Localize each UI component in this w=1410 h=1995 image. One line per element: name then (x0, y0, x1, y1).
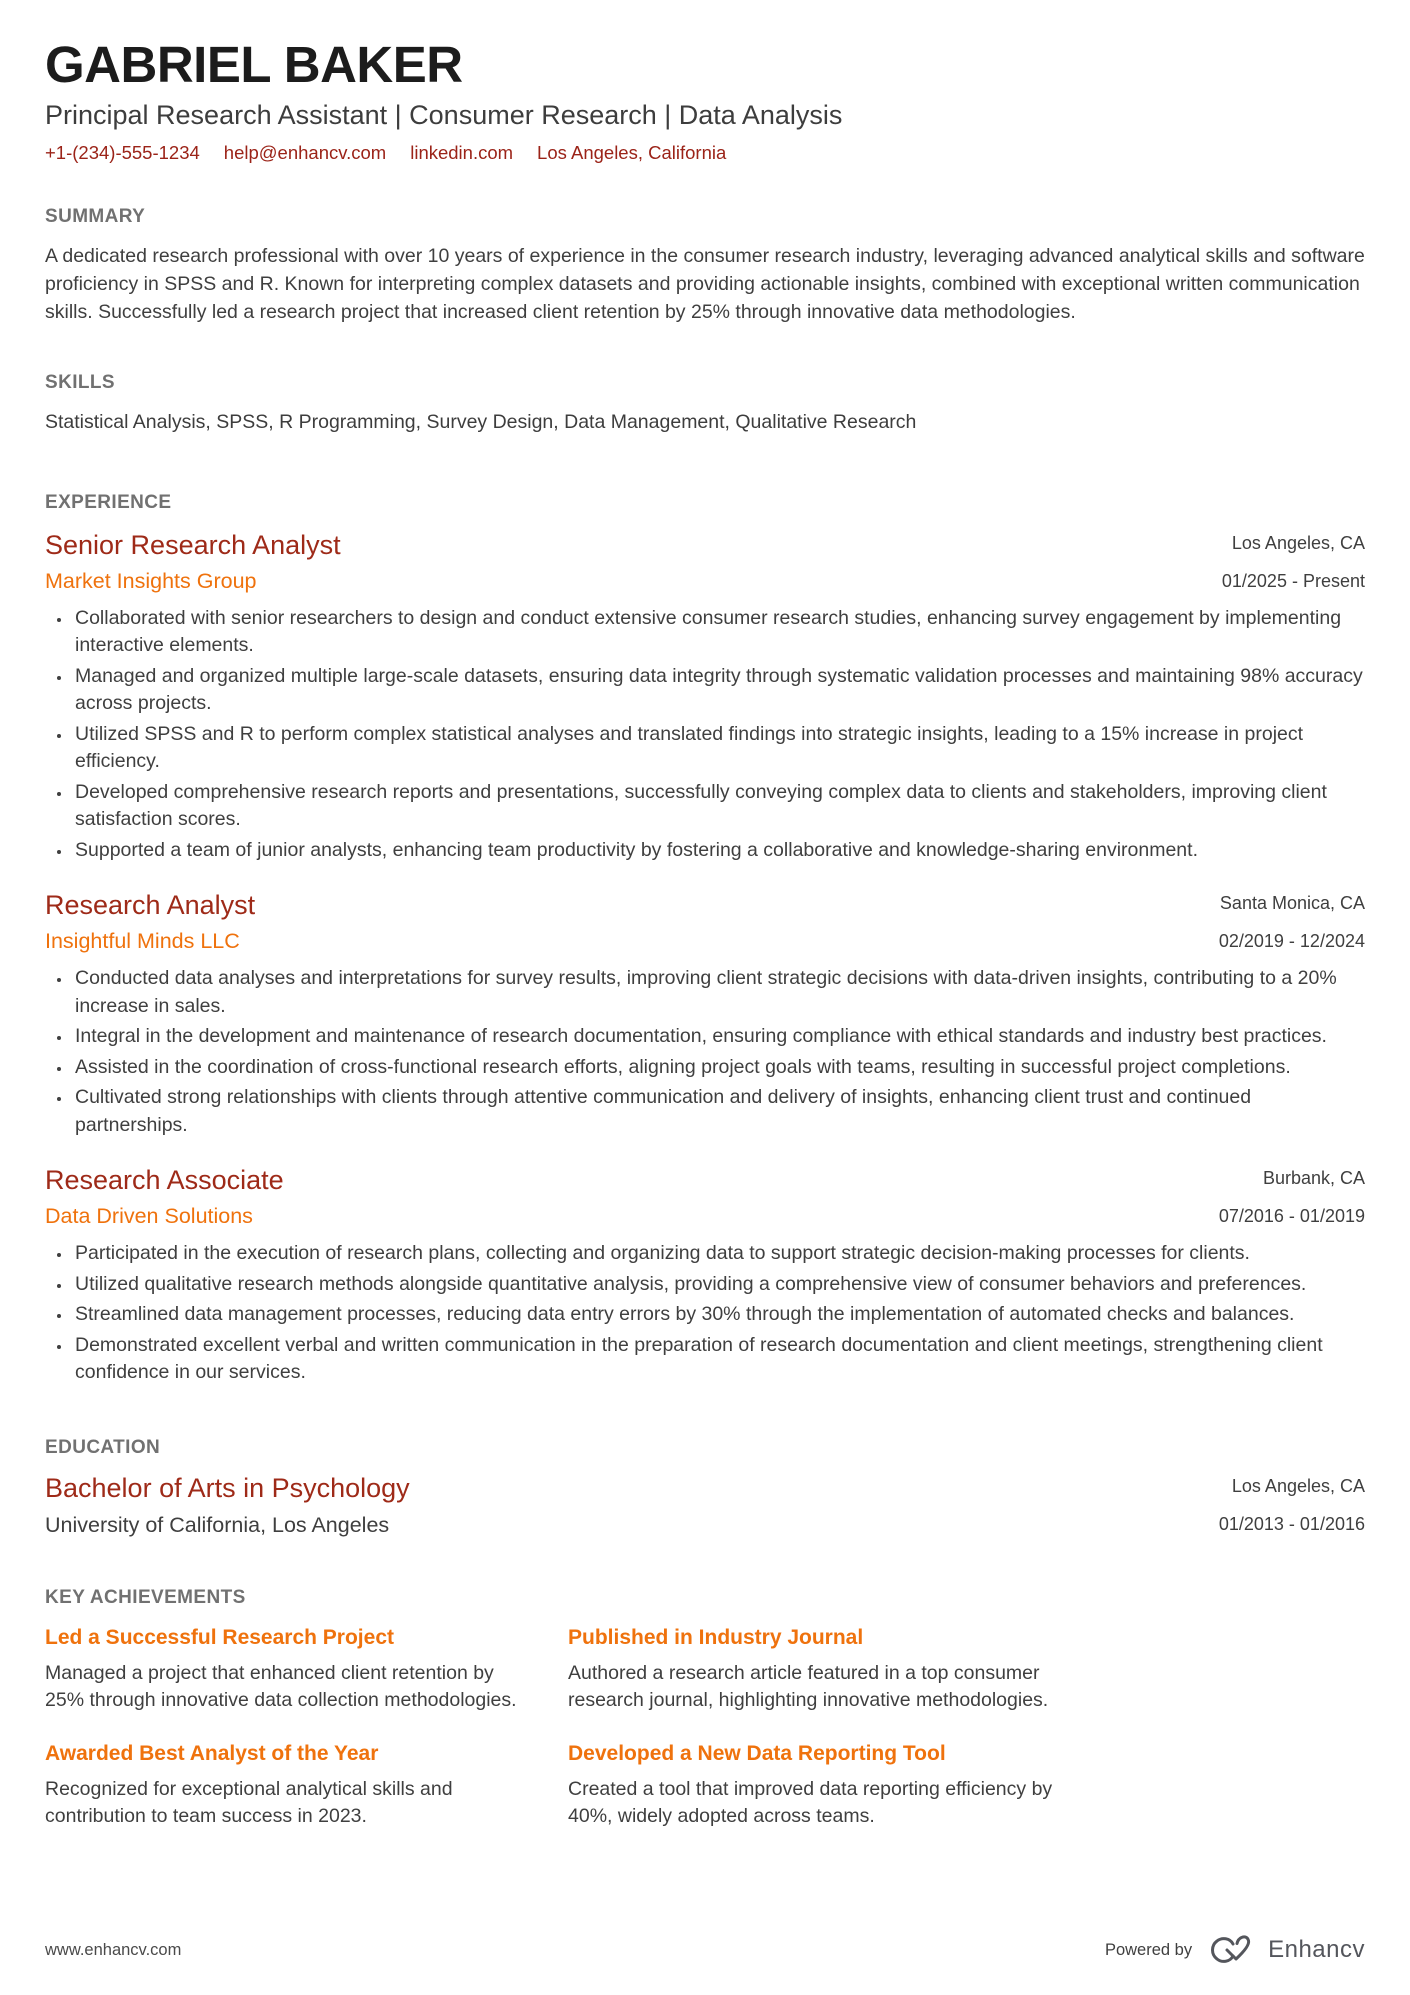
job-company: Insightful Minds LLC (45, 929, 240, 954)
education-location: Los Angeles, CA (1231, 1475, 1365, 1496)
job-entry-header (45, 528, 1365, 595)
achievement-title: Led a Successful Research Project (45, 1625, 394, 1649)
job-bullet-list (45, 965, 1365, 1139)
achievement-text: Authored a research article featured in a top consumer research journal, highlighting innovative methodologies. (568, 1661, 1049, 1712)
job-bullet: • Supported a team of junior analysts, enhancing team productivity by fostering a collaborative and knowledge-sharing environment. (72, 837, 1365, 865)
job-entry-header (45, 1163, 1365, 1230)
job-bullet: • Conducted data analyses and interpretations for survey results, improving client strategic decisions with data-driven insights, contributing to a 20% increase in sales. (72, 965, 1365, 1020)
education-entry (45, 1471, 1365, 1539)
job-entry-meta (1219, 888, 1365, 952)
job-entry (45, 888, 1365, 1139)
education-heading: EDUCATION (45, 1436, 161, 1458)
job-entry-left (45, 888, 255, 955)
achievements-grid (45, 1625, 1365, 1831)
education-degree: Bachelor of Arts in Psychology (45, 1472, 410, 1503)
job-bullet: • Cultivated strong relationships with clients through attentive communication and delivery of insights, enhancing client trust and continued partnerships. (72, 1084, 1365, 1139)
page-footer (45, 1933, 1365, 1967)
contact-location: Los Angeles, California (537, 141, 727, 163)
job-location: Los Angeles, CA (1231, 532, 1365, 553)
contact-row (45, 142, 1365, 164)
achievement-title: Published in Industry Journal (568, 1625, 864, 1649)
job-entry (45, 528, 1365, 865)
enhancv-logo-icon (1206, 1933, 1258, 1967)
job-entry-meta (1219, 1163, 1365, 1227)
skills-heading: SKILLS (45, 371, 115, 393)
achievement-item (45, 1741, 537, 1831)
footer-site-link[interactable]: www.enhancv.com (45, 1940, 182, 1959)
job-bullet: • Demonstrated excellent verbal and written communication in the preparation of research documentation and client meetings, strengthening client confidence in our services. (72, 1332, 1365, 1387)
job-bullet: • Utilized qualitative research methods alongside quantitative analysis, providing a comprehensive view of consumer behaviors and preferences. (72, 1271, 1365, 1299)
achievement-item (568, 1741, 1060, 1831)
achievement-title: Awarded Best Analyst of the Year (45, 1741, 379, 1765)
skills-text: Statistical Analysis, SPSS, R Programming, Survey Design, Data Management, Qualitative Research (45, 410, 917, 433)
summary-text: A dedicated research professional with over 10 years of experience in the consumer research industry, leveraging advanced analytical skills and software proficiency in SPSS and R. Known for interpreting complex datasets and providing actionable insights, combined with exceptional written communication skills. Successfully led a research project that increased client retention by 25% through innovative data methodologies. (45, 244, 1365, 323)
contact-email-link[interactable]: help@enhancv.com (223, 141, 387, 163)
enhancv-brand-name: Enhancv (1268, 1936, 1365, 1963)
footer-brand (1105, 1933, 1365, 1967)
contact-phone: +1-(234)-555-1234 (45, 141, 200, 163)
job-bullet: • Participated in the execution of research plans, collecting and organizing data to support strategic decision-making processes for clients. (72, 1240, 1365, 1268)
job-entry-meta (1222, 528, 1365, 592)
job-bullet: • Streamlined data management processes, reducing data entry errors by 30% through the implementation of automated checks and balances. (72, 1301, 1365, 1329)
education-dates: 01/2013 - 01/2016 (1218, 1513, 1365, 1534)
job-bullet: • Developed comprehensive research reports and presentations, successfully conveying complex data to clients and stakeholders, improving client satisfaction scores. (72, 779, 1365, 834)
contact-website-link[interactable]: linkedin.com (410, 141, 514, 163)
job-location: Burbank, CA (1262, 1168, 1365, 1189)
job-entry-header (45, 888, 1365, 955)
job-bullet-list (45, 1240, 1365, 1387)
achievement-text: Recognized for exceptional analytical skills and contribution to team success in 2023. (45, 1777, 453, 1828)
job-dates: 07/2016 - 01/2019 (1218, 1206, 1365, 1227)
powered-by-label: Powered by (1104, 1940, 1193, 1959)
job-bullet: • Collaborated with senior researchers to design and conduct extensive consumer research studies, enhancing survey engagement by implementing interactive elements. (72, 605, 1365, 660)
education-school: University of California, Los Angeles (45, 1512, 390, 1537)
achievement-text: Managed a project that enhanced client retention by 25% through innovative data collection methodologies. (45, 1661, 517, 1712)
job-company: Market Insights Group (45, 568, 257, 593)
job-entry (45, 1163, 1365, 1387)
achievement-text: Created a tool that improved data reporting efficiency by 40%, widely adopted across teams. (568, 1777, 1053, 1828)
job-title: Research Analyst (45, 890, 256, 921)
candidate-headline: Principal Research Assistant | Consumer Research | Data Analysis (45, 99, 843, 130)
summary-heading: SUMMARY (45, 205, 146, 227)
resume-header (45, 38, 1365, 164)
job-bullet: • Integral in the development and maintenance of research documentation, ensuring compliance with ethical standards and industry best practices. (72, 1023, 1365, 1051)
achievement-item (568, 1625, 1060, 1715)
job-company: Data Driven Solutions (45, 1204, 253, 1229)
job-dates: 02/2019 - 12/2024 (1218, 931, 1365, 952)
education-entry-meta (1219, 1471, 1365, 1535)
job-title: Research Associate (45, 1165, 284, 1196)
job-entry-left (45, 1163, 284, 1230)
education-entry-left (45, 1471, 410, 1539)
education-entry-header (45, 1471, 1365, 1539)
job-bullet-list (45, 605, 1365, 865)
job-location: Santa Monica, CA (1219, 893, 1365, 914)
enhancv-brand-link[interactable] (1206, 1933, 1365, 1967)
job-dates: 01/2025 - Present (1221, 570, 1365, 591)
job-title: Senior Research Analyst (45, 529, 341, 560)
candidate-name: GABRIEL BAKER (45, 36, 463, 93)
achievements-heading: KEY ACHIEVEMENTS (45, 1586, 246, 1608)
job-entry-left (45, 528, 341, 595)
experience-heading: EXPERIENCE (45, 491, 172, 513)
job-bullet: • Managed and organized multiple large-scale datasets, ensuring data integrity through systematic validation processes and maintaining 98% accuracy across projects. (72, 663, 1365, 718)
achievement-title: Developed a New Data Reporting Tool (568, 1741, 946, 1765)
achievement-item (45, 1625, 537, 1715)
job-bullet: • Assisted in the coordination of cross-functional research efforts, aligning project goals with teams, resulting in successful project completions. (72, 1054, 1365, 1082)
job-bullet: • Utilized SPSS and R to perform complex statistical analyses and translated findings into strategic insights, leading to a 15% increase in project efficiency. (72, 721, 1365, 776)
